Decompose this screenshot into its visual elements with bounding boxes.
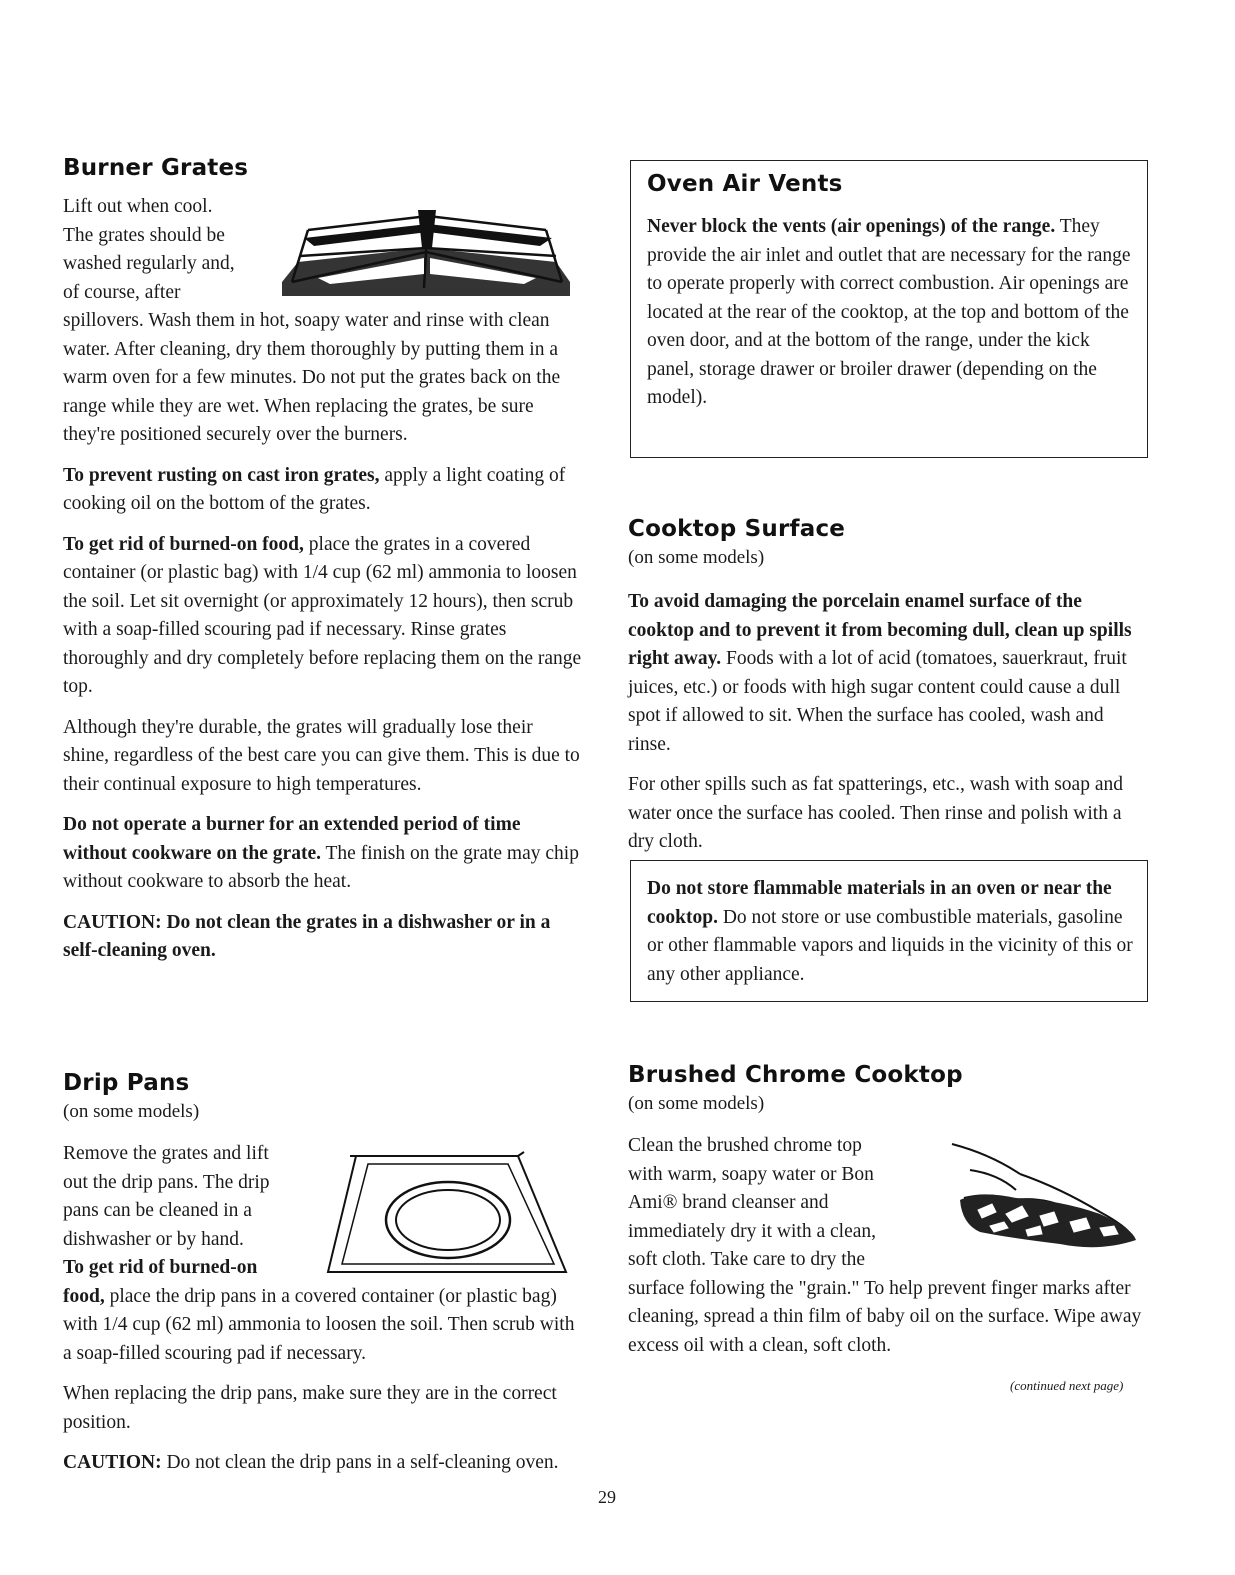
brushed-chrome-subtitle: (on some models) [628,1093,765,1114]
caution-text: CAUTION: Do not clean the grates in a dishwasher or in a self-cleaning oven. [63,911,551,961]
drip-pans-title: Drip Pans [63,1070,190,1096]
intro-line: Clean the brushed chrome top [628,1135,862,1156]
oven-air-vents-title: Oven Air Vents [647,171,843,197]
para-text: Foods with a lot of acid (tomatoes, sauerkraut, fruit juices, etc.) or foods with high sugar content could cause a dull spot if allowed to sit. When the surface has cooled, wash and rinse. [628,648,1127,755]
intro-line: with warm, soapy water or Bon [628,1163,874,1185]
intro-line: The grates should be [63,224,225,246]
para-text: Do not clean the drip pans in a self-cleaning oven. [161,1452,559,1473]
bold-lead: To avoid damaging the porcelain enamel surface of the cooktop and to prevent it from becoming dull, clean up spills right away. [628,591,1132,669]
intro-line: Remove the grates and lift [63,1143,269,1164]
intro-line: of course, after [63,281,181,303]
brushed-chrome-title: Brushed Chrome Cooktop [628,1062,963,1088]
bold-lead: Do not store flammable materials in an oven or near the cooktop. [647,878,1112,928]
burner-grates-caution [63,909,583,966]
intro-line: out the drip pans. The drip [63,1171,270,1193]
bold-lead: To get rid of burned-on food, [63,533,304,555]
drip-pan-illustration [322,1150,572,1280]
intro-line: Lift out when cool. [63,196,213,217]
intro-line: pans can be cleaned in a [63,1200,252,1221]
para-text: They provide the air inlet and outlet that are necessary for the range to operate properly with correct combustion. Air openings are located at the rear of the cooktop, at the top and bottom of the oven door, and at the bottom of the range, under the kick panel, storage drawer or broiler drawer (depending on the model). [647,216,1131,408]
cooktop-surface-para-2: For other spills such as fat spatterings, etc., wash with soap and water once the surface has cooled. Then rinse and polish with a dry cloth. [628,774,1123,852]
cooktop-surface-title: Cooktop Surface [628,516,846,542]
para-text: Do not store or use combustible materials, gasoline or other flammable vapors and liquids in the vicinity of this or any other appliance. [647,906,1133,985]
bold-lead: To prevent rusting on cast iron grates, [63,464,380,486]
para-text: place the drip pans in a covered container (or plastic bag) with 1/4 cup (62 ml) ammonia to loosen the soil. Then scrub with a soap-filled scouring pad if necessary. [63,1285,575,1364]
drip-pans-subtitle: (on some models) [63,1101,200,1122]
intro-line: soft cloth. Take care to dry the [628,1249,866,1270]
bold-lead: food, [63,1285,105,1307]
burner-grates-para-4: Although they're durable, the grates will gradually lose their shine, regardless of the best care you can give them. This is due to their continual exposure to high temperatures. [63,716,580,795]
flammable-warning-box [630,860,1148,1002]
para-text: place the grates in a covered container (or plastic bag) with 1/4 cup (62 ml) ammonia to loosen the soil. Let sit overnight (or approximately 12 hours), then scrub with a soap-filled scouring pad if necessary. Rinse grates thoroughly and dry completely before replacing them on the range top. [63,533,582,697]
bold-lead: Never block the vents (air openings) of the range. [647,216,1056,237]
intro-line: washed regularly and, [63,253,235,274]
intro-line: Ami® brand cleanser and [628,1192,829,1213]
caution-label: CAUTION: [63,1452,162,1473]
para-text: apply a light coating of cooking oil on the bottom of the grates. [63,464,566,514]
flammable-warning-text [647,875,1133,989]
bold-lead: To get rid of burned-on [63,1257,258,1278]
cooktop-surface-section [628,516,1150,869]
burner-grates-para-1: spillovers. Wash them in hot, soapy water and rinse with clean water. After cleaning, dry them thoroughly by putting them in a warm oven for a few minutes. Do not put the grates back on the range while they are wet. When replacing the grates, be sure they're positioned securely over the burners. [63,310,561,445]
burner-grates-para-3 [63,531,583,702]
cooktop-surface-para-1 [628,588,1150,759]
intro-line: immediately dry it with a clean, [628,1220,877,1242]
drip-pans-caution [63,1449,583,1478]
drip-pans-para-2: When replacing the drip pans, make sure they are in the correct position. [63,1383,557,1433]
oven-air-vents-para [647,213,1133,413]
bold-lead: Do not operate a burner for an extended period of time without cookware on the grate. [63,814,521,864]
page-number: 29 [598,1487,616,1507]
burner-grates-para-2 [63,462,583,519]
oven-air-vents-box [630,160,1148,458]
intro-line: dishwasher or by hand. [63,1228,244,1250]
burner-grate-illustration [278,208,574,300]
cooktop-surface-subtitle: (on some models) [628,547,765,568]
continued-note: (continued next page) [1010,1378,1124,1393]
brushed-chrome-para: surface following the "grain." To help prevent finger marks after cleaning, spread a thin film of baby oil on the surface. Wipe away excess oil with a clean, soft cloth. [628,1277,1142,1356]
drip-pans-para-1 [63,1283,583,1369]
burner-grates-para-5 [63,811,583,897]
burner-grates-title: Burner Grates [63,155,249,181]
para-text: The finish on the grate may chip without cookware to absorb the heat. [63,842,579,892]
hand-wiping-illustration [950,1140,1140,1255]
